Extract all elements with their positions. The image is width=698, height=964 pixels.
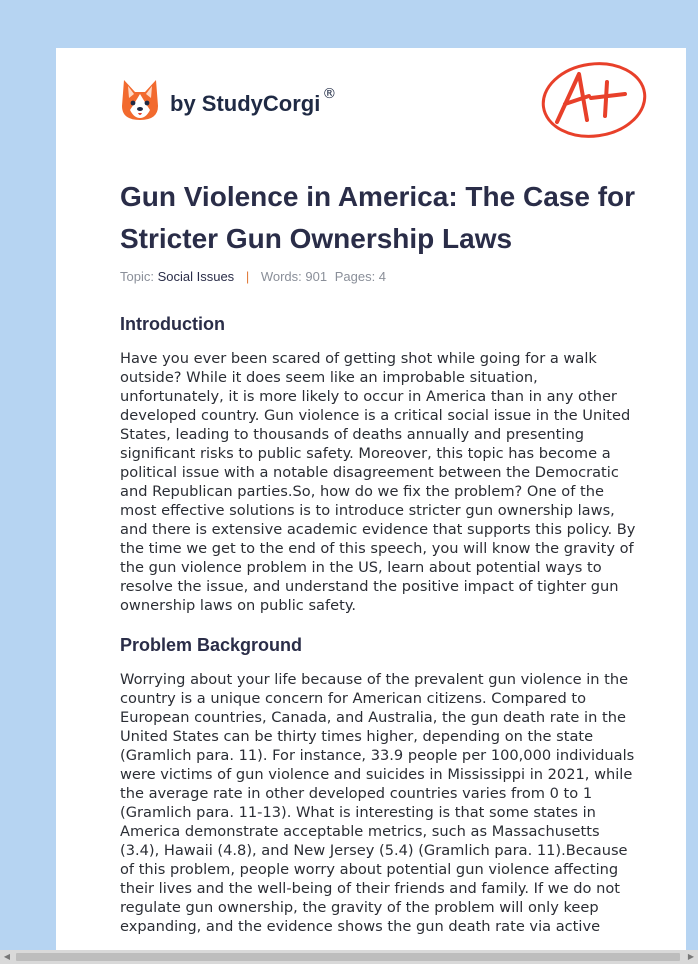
essay-title: Gun Violence in America: The Case for Stricter Gun Ownership Laws xyxy=(120,181,636,254)
brand-logo[interactable] xyxy=(120,76,336,124)
section-text-problem-background: Worrying about your life because of the prevalent gun violence in the country is a unique concern for American citizens. Compared to European countries, Canada, and Australia, the gun death rate in the United States can be thirty times higher, depending on the state (Gramlich para. 11). For instance, 33.9 people per 100,000 individuals were victims of gun violence and suicides in Mississippi in 2021, while the average rate in other developed countries varies from 0 to 1 (Gramlich para. 11-13). What is interesting is that some states in America demonstrate acceptable metrics, such as Massachusetts (3.4), Hawaii (4.8), and New Jersey (5.4) (Gramlich para. 11).Because of this problem, people worry about potential gun violence affecting their lives and the well-being of their friends and family. If we do not regulate gun ownership, the gravity of the problem will only keep expanding, and the evidence shows the gun death rate via active xyxy=(120,671,635,935)
horizontal-scrollbar[interactable] xyxy=(0,950,698,964)
brand-name: by StudyCorgi xyxy=(170,91,321,116)
page-count: Pages: 4 xyxy=(334,269,387,284)
word-count: Words: 901 xyxy=(260,269,328,284)
essay-meta xyxy=(120,269,386,284)
a-plus-grade-icon xyxy=(539,58,649,140)
section-text-introduction: Have you ever been scared of getting shot while going for a walk outside? While it does seem like an improbable situation, unfortunately, it is more likely to occur in America than in any other developed country. Gun violence is a critical social issue in the United States, leading to thousands of deaths annually and presenting significant risks to public safety. Moreover, this topic has become a political issue with a notable disagreement between the Democratic and Republican parties.So, how do we fix the problem? One of the most effective solutions is to introduce stricter gun ownership laws, and there is extensive academic evidence that supports this policy. By the time we get to the end of this speech, you will know the gravity of the gun violence problem in the US, learn about potential ways to resolve the issue, and understand the positive impact of tighter gun ownership laws on public safety. xyxy=(120,350,636,614)
topic-link[interactable]: Social Issues xyxy=(157,269,235,284)
registered-mark: ® xyxy=(322,86,337,102)
section-heading-introduction: Introduction xyxy=(120,314,225,334)
corgi-icon xyxy=(120,78,160,122)
document-page xyxy=(56,48,686,950)
topic-label: Topic: xyxy=(120,269,154,284)
scroll-left-icon[interactable]: ◀ xyxy=(3,952,11,961)
scrollbar-thumb[interactable] xyxy=(16,953,680,961)
section-heading-problem-background: Problem Background xyxy=(120,635,303,655)
meta-separator: | xyxy=(245,269,250,284)
scroll-right-icon[interactable]: ▶ xyxy=(687,952,695,961)
